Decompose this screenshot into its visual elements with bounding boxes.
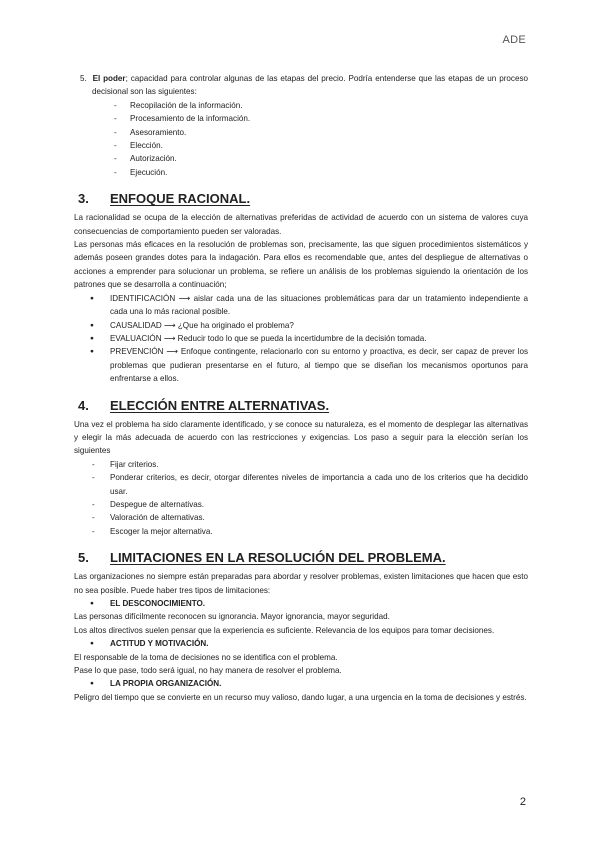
list-item: - Recopilación de la información.	[74, 99, 528, 112]
paragraph: Pase lo que pase, todo será igual, no hay manera de resolver el problema.	[74, 666, 342, 676]
item-5	[74, 72, 528, 99]
limitation-title: ● ACTITUD Y MOTIVACIÓN.	[74, 637, 528, 650]
paragraph: Los altos directivos suelen pensar que la experiencia es suficiente. Relevancia de los equipos para tomar decisiones.	[74, 625, 495, 635]
section-3-heading	[74, 190, 528, 208]
list-item: - Ponderar criterios, es decir, otorgar diferentes niveles de importancia a cada uno de los criterios que ha decidido usar.	[74, 471, 528, 498]
section-title: ENFOQUE RACIONAL.	[110, 191, 251, 207]
section-number: 4.	[78, 397, 89, 413]
list-item: - Despegue de alternativas.	[74, 498, 528, 511]
document-body	[74, 72, 528, 704]
section-title: LIMITACIONES EN LA RESOLUCIÓN DEL PROBLEMA.	[110, 550, 446, 566]
list-item: ● PREVENCIÓN ⟶ Enfoque contingente, relacionarlo con su entorno y proactiva, es decir, ser capaz de prever los problemas que pudieran presentarse en el futuro, al tiempo que se diseñan los mecanismos oportunos para enfrentarse a ellos.	[74, 345, 528, 385]
limitation-title: ● LA PROPIA ORGANIZACIÓN.	[74, 677, 528, 690]
list-item: - Autorización.	[74, 152, 528, 165]
list-item: - Ejecución.	[74, 166, 528, 179]
paragraph: Una vez el problema ha sido claramente identificado, y se conoce su naturaleza, es el momento de desplegar las alternativas y elegir la más adecuada de acuerdo con las restricciones y exigencias. Los paso a seguir para la elección serían los siguientes	[74, 419, 528, 456]
list-item: ● CAUSALIDAD ⟶ ¿Que ha originado el problema?	[74, 319, 528, 332]
section-number: 3.	[78, 191, 89, 207]
rational-approach-list	[74, 292, 528, 386]
item-5-marker: 5.	[80, 74, 87, 83]
list-item: - Elección.	[74, 139, 528, 152]
paragraph: Las organizaciones no siempre están preparadas para abordar y resolver problemas, existen limitaciones que hacen que esto no sea posible. Puede haber tres tipos de limitaciones:	[74, 572, 528, 595]
page-header: ADE	[502, 34, 526, 46]
list-item: - Procesamiento de la información.	[74, 112, 528, 125]
paragraph: Peligro del tiempo que se convierte en un recurso muy valioso, dando lugar, a una urgencia en la toma de decisiones y estrés.	[74, 692, 527, 702]
list-item: - Escoger la mejor alternativa.	[74, 525, 528, 538]
paragraph: Las personas más eficaces en la resolución de problemas son, precisamente, las que siguen procedimientos sistemáticos y además poseen grandes dotes para la indagación. Para ellos es recomendable que, antes del despliegue de alternativas o acciones a emprender para solucionar un problema, se refiere un análisis de los problemas siguiendo la orientación de los patrones que se desarrolla a continuación;	[74, 240, 528, 290]
list-item: - Fijar criterios.	[74, 458, 528, 471]
paragraph: El responsable de la toma de decisiones no se identifica con el problema.	[74, 652, 338, 662]
page-number: 2	[519, 796, 526, 808]
section-5-heading	[74, 549, 528, 567]
paragraph: Las personas difícilmente reconocen su ignorancia. Mayor ignorancia, mayor seguridad.	[74, 612, 390, 622]
section-4-heading	[74, 397, 528, 415]
list-item: - Asesoramiento.	[74, 126, 528, 139]
limitation-title: ● EL DESCONOCIMIENTO.	[74, 597, 528, 610]
list-item: - Valoración de alternativas.	[74, 511, 528, 524]
item-5-text: ; capacidad para controlar algunas de las etapas del precio. Podría entenderse que las etapas de un proceso decisional son las siguientes:	[92, 74, 528, 97]
list-item: ● IDENTIFICACIÓN ⟶ aislar cada una de las situaciones problemáticas para dar un tratamiento independiente a cada una lo más racional posible.	[74, 292, 528, 319]
list-item: ● EVALUACIÓN ⟶ Reducir todo lo que se pueda la incertidumbre de la decisión tomada.	[74, 332, 528, 345]
alternatives-steps-list	[74, 458, 528, 538]
section-title: ELECCIÓN ENTRE ALTERNATIVAS.	[110, 397, 330, 413]
decision-steps-list	[74, 99, 528, 179]
item-5-title: El poder	[92, 74, 126, 83]
paragraph: La racionalidad se ocupa de la elección de alternativas preferidas de actividad de acuerdo con un sistema de valores cuya consecuencias de comportamiento pueden ser valoradas.	[74, 213, 528, 236]
section-number: 5.	[78, 550, 89, 566]
